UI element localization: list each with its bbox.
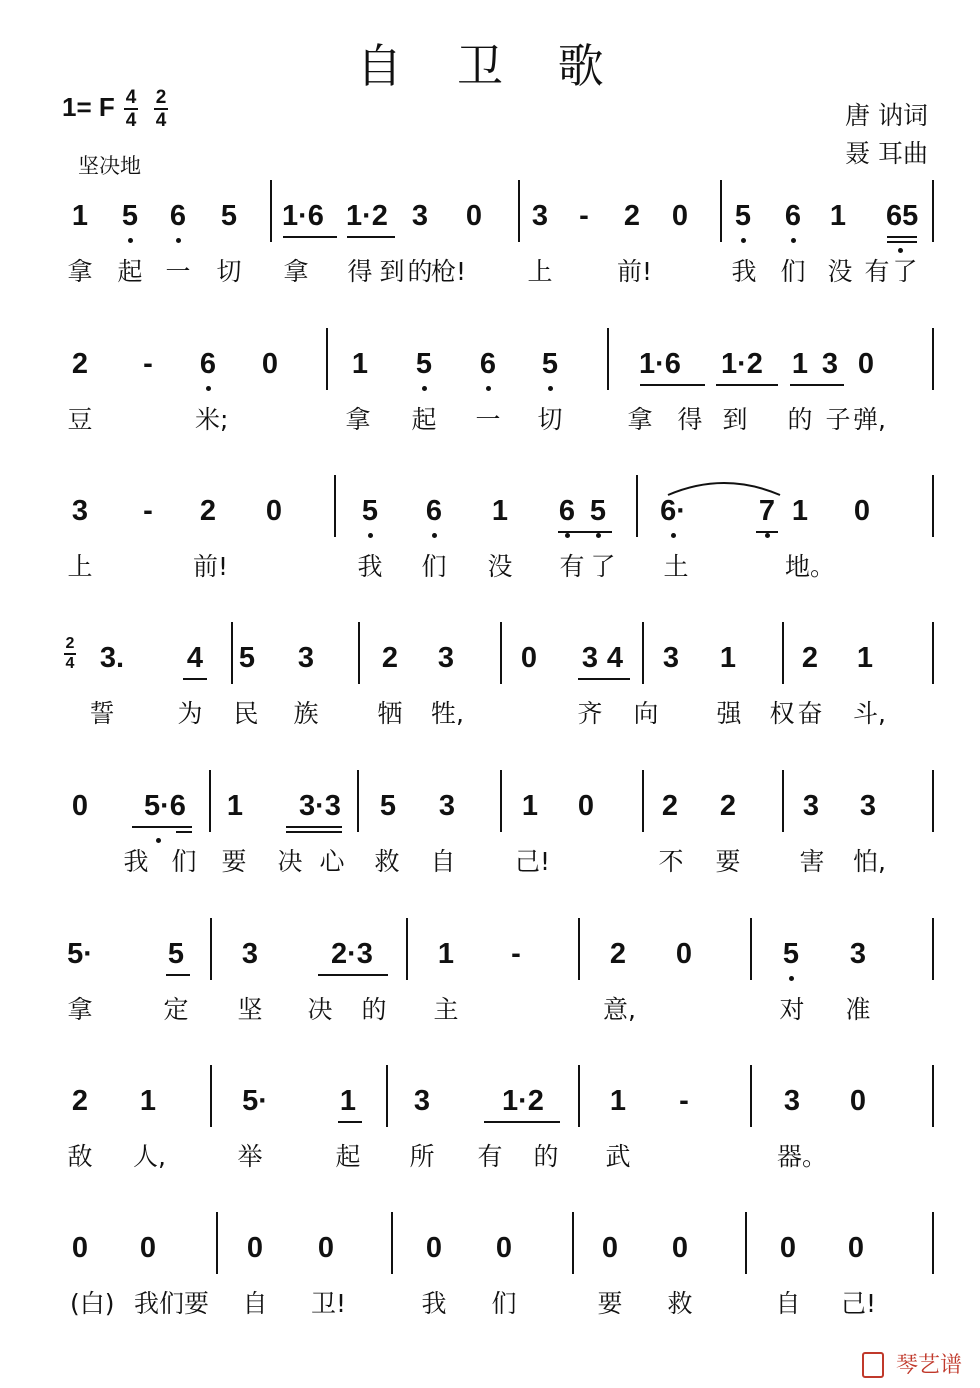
duration-underline: [176, 831, 192, 833]
octave-dot-below: [565, 533, 570, 538]
lyric-syllable: 拿: [283, 257, 309, 286]
octave-dot-below: [432, 533, 437, 538]
barline: [231, 622, 233, 684]
barline: [932, 475, 934, 537]
barline: [578, 1065, 580, 1127]
duration-underline: [640, 384, 705, 386]
note: 4: [606, 642, 624, 674]
barline: [642, 622, 644, 684]
barline: [932, 328, 934, 390]
note: 5: [379, 790, 397, 822]
barline: [932, 770, 934, 832]
note: 0: [495, 1232, 513, 1264]
note: 2·3: [331, 938, 373, 970]
note: 1: [437, 938, 455, 970]
note: 1·2: [346, 200, 388, 232]
lyric-syllable: 没: [827, 257, 853, 286]
note: 2: [71, 1085, 89, 1117]
duration-underline: [790, 384, 844, 386]
barline: [782, 770, 784, 832]
note: 1: [791, 495, 809, 527]
lyric-syllable: 起: [411, 405, 437, 434]
note: 3: [821, 348, 839, 380]
note: 5: [415, 348, 433, 380]
note: -: [143, 348, 153, 380]
duration-underline: [756, 531, 778, 533]
lyric-syllable: 一: [475, 405, 501, 434]
lyric-syllable: 心: [319, 847, 345, 876]
note: 6: [558, 495, 576, 527]
lyric-syllable: 了: [892, 257, 918, 286]
note: 2: [381, 642, 399, 674]
octave-dot-below: [741, 238, 746, 243]
duration-underline: [887, 241, 917, 243]
note: 3·3: [299, 790, 341, 822]
note: 6: [784, 200, 802, 232]
note: 6: [169, 200, 187, 232]
lyric-syllable: 米;: [195, 405, 229, 434]
duration-underline: [132, 826, 192, 828]
lyric-syllable: 武: [605, 1142, 631, 1171]
note: 0: [71, 1232, 89, 1264]
barline: [932, 180, 934, 242]
note: 0: [671, 1232, 689, 1264]
note: 6: [199, 348, 217, 380]
lyric-syllable: 准: [845, 995, 871, 1024]
barline: [578, 918, 580, 980]
note: 2: [623, 200, 641, 232]
note: 0: [853, 495, 871, 527]
note: 5: [238, 642, 256, 674]
note: 2: [801, 642, 819, 674]
lyric-syllable: 决: [277, 847, 303, 876]
octave-dot-below: [176, 238, 181, 243]
lyric-syllable: 地。: [785, 552, 836, 581]
note: 5: [167, 938, 185, 970]
lyric-syllable: 己!: [515, 847, 551, 876]
lyric-syllable: 主: [433, 995, 459, 1024]
octave-dot-below: [156, 838, 161, 843]
lyric-syllable: 前!: [617, 257, 653, 286]
watermark-text: 琴艺谱: [895, 1353, 962, 1378]
note: 3.: [99, 642, 125, 674]
tempo-marking: 坚决地: [78, 154, 141, 178]
note: 0: [317, 1232, 335, 1264]
lyric-syllable: 我们要: [134, 1289, 210, 1318]
octave-dot-below: [206, 386, 211, 391]
lyric-syllable: 切: [216, 257, 242, 286]
note: 5: [782, 938, 800, 970]
note: 1·6: [282, 200, 324, 232]
lyric-syllable: 拿: [345, 405, 371, 434]
octave-dot-below: [486, 386, 491, 391]
lyric-syllable: 切: [537, 405, 563, 434]
lyric-syllable: 要: [221, 847, 247, 876]
lyric-syllable: 我: [357, 552, 383, 581]
note: 1: [139, 1085, 157, 1117]
lyric-syllable: 上: [67, 552, 93, 581]
note: 1: [351, 348, 369, 380]
note: 1: [491, 495, 509, 527]
note: 3: [849, 938, 867, 970]
note: 0: [601, 1232, 619, 1264]
note: 5·: [242, 1085, 268, 1117]
barline: [270, 180, 272, 242]
barline: [782, 622, 784, 684]
note: 1: [339, 1085, 357, 1117]
note: 0: [849, 1085, 867, 1117]
note: 1: [71, 200, 89, 232]
key-signature: 1= F: [62, 92, 115, 122]
barline: [750, 1065, 752, 1127]
lyric-syllable: 我: [421, 1289, 447, 1318]
barline: [572, 1212, 574, 1274]
barline: [210, 1065, 212, 1127]
lyric-syllable: 为: [177, 699, 203, 728]
lyric-syllable: 起: [117, 257, 143, 286]
lyric-syllable: 豆: [67, 405, 93, 434]
lyric-syllable: 上: [527, 257, 553, 286]
note: 2: [199, 495, 217, 527]
note: 3: [662, 642, 680, 674]
lyric-syllable: 的: [361, 995, 387, 1024]
note: 1·6: [639, 348, 681, 380]
lyric-syllable: 意,: [603, 995, 636, 1024]
lyric-syllable: 拿: [67, 995, 93, 1024]
note: 5: [541, 348, 559, 380]
lyric-syllable: 自: [242, 1289, 268, 1318]
note: 6: [479, 348, 497, 380]
note: 5·: [67, 938, 93, 970]
lyric-syllable: 拿: [627, 405, 653, 434]
duration-underline: [166, 974, 190, 976]
note: 0: [465, 200, 483, 232]
octave-dot-below: [789, 976, 794, 981]
octave-dot-below: [422, 386, 427, 391]
barline: [750, 918, 752, 980]
lyric-syllable: 拿: [67, 257, 93, 286]
note: 1·2: [721, 348, 763, 380]
barline: [500, 622, 502, 684]
lyric-syllable: (白): [70, 1289, 115, 1318]
time-signature-2-4-inline: 2 4: [65, 635, 75, 672]
lyric-syllable: 器。: [777, 1142, 828, 1171]
duration-underline: [484, 1121, 560, 1123]
time-signature-4-4: 4 4: [125, 87, 137, 131]
lyric-syllable: 子: [825, 405, 851, 434]
duration-underline: [338, 1121, 362, 1123]
duration-underline: [318, 974, 388, 976]
lyric-syllable: 敌: [67, 1142, 93, 1171]
note: 0: [71, 790, 89, 822]
lyric-syllable: 权: [769, 699, 795, 728]
note: 3: [802, 790, 820, 822]
note: 2: [719, 790, 737, 822]
lyric-syllable: 怕,: [853, 847, 886, 876]
lyric-syllable: 害: [799, 847, 825, 876]
lyric-syllable: 们: [780, 257, 806, 286]
barline: [932, 622, 934, 684]
lyric-syllable: 们: [421, 552, 447, 581]
note: 5: [361, 495, 379, 527]
barline: [334, 475, 336, 537]
octave-dot-below: [548, 386, 553, 391]
lyric-syllable: 弹,: [853, 405, 886, 434]
note: 3: [411, 200, 429, 232]
note: 1: [226, 790, 244, 822]
lyric-syllable: 誓: [89, 699, 115, 728]
barline: [642, 770, 644, 832]
lyric-syllable: 举: [237, 1142, 263, 1171]
lyric-syllable: 定: [163, 995, 189, 1024]
barline: [326, 328, 328, 390]
lyric-syllable: 有: [559, 552, 585, 581]
note: 0: [261, 348, 279, 380]
note: 4: [186, 642, 204, 674]
note: 0: [671, 200, 689, 232]
note: 3: [437, 642, 455, 674]
lyric-syllable: 不: [658, 847, 684, 876]
note: 7: [758, 495, 776, 527]
logo-icon: [862, 1352, 884, 1378]
lyric-syllable: 了: [590, 552, 616, 581]
lyric-syllable: 有: [477, 1142, 503, 1171]
note: 3: [783, 1085, 801, 1117]
note: 0: [847, 1232, 865, 1264]
lyric-syllable: 救: [667, 1289, 693, 1318]
note: 0: [577, 790, 595, 822]
duration-underline: [286, 826, 342, 828]
octave-dot-below: [765, 533, 770, 538]
note: 1: [829, 200, 847, 232]
note: 1: [719, 642, 737, 674]
note: 6·: [660, 495, 686, 527]
barline: [932, 918, 934, 980]
lyric-syllable: 到: [722, 405, 748, 434]
note: 1: [791, 348, 809, 380]
duration-underline: [578, 678, 630, 680]
note: 5·6: [144, 790, 186, 822]
lyric-syllable: 所: [409, 1142, 435, 1171]
note: -: [579, 200, 589, 232]
lyric-syllable: 己!: [841, 1289, 877, 1318]
note: 0: [857, 348, 875, 380]
duration-underline: [716, 384, 778, 386]
lyric-syllable: 们: [171, 847, 197, 876]
barline: [216, 1212, 218, 1274]
note: 6: [425, 495, 443, 527]
note: 2: [71, 348, 89, 380]
lyric-syllable: 一: [165, 257, 191, 286]
note: 3: [531, 200, 549, 232]
octave-dot-below: [671, 533, 676, 538]
note: -: [143, 495, 153, 527]
slur-arc: [666, 477, 782, 497]
note: 2: [661, 790, 679, 822]
barline: [607, 328, 609, 390]
barline: [358, 622, 360, 684]
note: 65: [886, 200, 919, 232]
barline: [636, 475, 638, 537]
barline: [357, 770, 359, 832]
note: 2: [609, 938, 627, 970]
octave-dot-below: [791, 238, 796, 243]
note: 0: [675, 938, 693, 970]
lyric-syllable: 奋: [797, 699, 823, 728]
lyric-syllable: 我: [731, 257, 757, 286]
lyric-syllable: 坚: [237, 995, 263, 1024]
duration-underline: [558, 531, 612, 533]
note: 0: [246, 1232, 264, 1264]
lyric-syllable: 的: [787, 405, 813, 434]
lyric-syllable: 没: [487, 552, 513, 581]
note: 3: [581, 642, 599, 674]
barline: [406, 918, 408, 980]
lyric-syllable: 自: [775, 1289, 801, 1318]
note: 3: [241, 938, 259, 970]
song-title: 自 卫 歌: [356, 39, 624, 93]
lyric-syllable: 要: [715, 847, 741, 876]
note: 0: [265, 495, 283, 527]
note: 3: [413, 1085, 431, 1117]
note: 1: [856, 642, 874, 674]
note: 3: [71, 495, 89, 527]
note: 5: [121, 200, 139, 232]
note: -: [511, 938, 521, 970]
duration-underline: [286, 831, 342, 833]
barline: [500, 770, 502, 832]
lyric-syllable: 牺: [377, 699, 403, 728]
note: 0: [520, 642, 538, 674]
note: 0: [779, 1232, 797, 1264]
duration-underline: [183, 678, 207, 680]
note: 3: [438, 790, 456, 822]
lyric-syllable: 民: [233, 699, 259, 728]
lyric-syllable: 们: [491, 1289, 517, 1318]
note: 3: [297, 642, 315, 674]
lyric-syllable: 自: [430, 847, 456, 876]
lyric-syllable: 得: [677, 405, 703, 434]
barline: [745, 1212, 747, 1274]
lyric-syllable: 族: [293, 699, 319, 728]
lyric-syllable: 的: [407, 257, 433, 286]
note: -: [679, 1085, 689, 1117]
duration-underline: [347, 236, 395, 238]
note: 3: [859, 790, 877, 822]
duration-underline: [283, 236, 337, 238]
barline: [210, 918, 212, 980]
lyric-syllable: 得: [347, 257, 373, 286]
octave-dot-below: [128, 238, 133, 243]
octave-dot-below: [368, 533, 373, 538]
lyric-syllable: 我: [123, 847, 149, 876]
lyric-syllable: 人,: [133, 1142, 166, 1171]
note: 1: [609, 1085, 627, 1117]
lyric-syllable: 土: [663, 552, 689, 581]
barline: [386, 1065, 388, 1127]
lyric-syllable: 对: [779, 995, 805, 1024]
note: 0: [139, 1232, 157, 1264]
lyric-syllable: 要: [597, 1289, 623, 1318]
duration-underline: [887, 236, 917, 238]
lyric-syllable: 起: [335, 1142, 361, 1171]
lyric-syllable: 的: [533, 1142, 559, 1171]
barline: [932, 1212, 934, 1274]
note: 5: [220, 200, 238, 232]
note: 1·2: [502, 1085, 544, 1117]
lyric-syllable: 牲,: [431, 699, 464, 728]
barline: [209, 770, 211, 832]
barline: [391, 1212, 393, 1274]
lyric-syllable: 斗,: [853, 699, 886, 728]
lyric-syllable: 齐: [577, 699, 603, 728]
note: 5: [589, 495, 607, 527]
lyric-syllable: 前!: [193, 552, 229, 581]
lyric-syllable: 向: [633, 699, 659, 728]
barline: [518, 180, 520, 242]
note: 5: [734, 200, 752, 232]
barline: [932, 1065, 934, 1127]
lyric-syllable: 救: [374, 847, 400, 876]
barline: [720, 180, 722, 242]
lyric-syllable: 枪!: [431, 257, 467, 286]
lyric-syllable: 有: [864, 257, 890, 286]
lyricist-credit: 唐 讷词: [845, 101, 928, 130]
lyric-syllable: 决: [307, 995, 333, 1024]
lyric-syllable: 卫!: [311, 1289, 347, 1318]
note: 1: [521, 790, 539, 822]
octave-dot-below: [596, 533, 601, 538]
lyric-syllable: 到: [379, 257, 405, 286]
lyric-syllable: 强: [716, 699, 742, 728]
composer-credit: 聂 耳曲: [845, 139, 928, 168]
note: 0: [425, 1232, 443, 1264]
time-signature-2-4: 2 4: [155, 87, 167, 131]
